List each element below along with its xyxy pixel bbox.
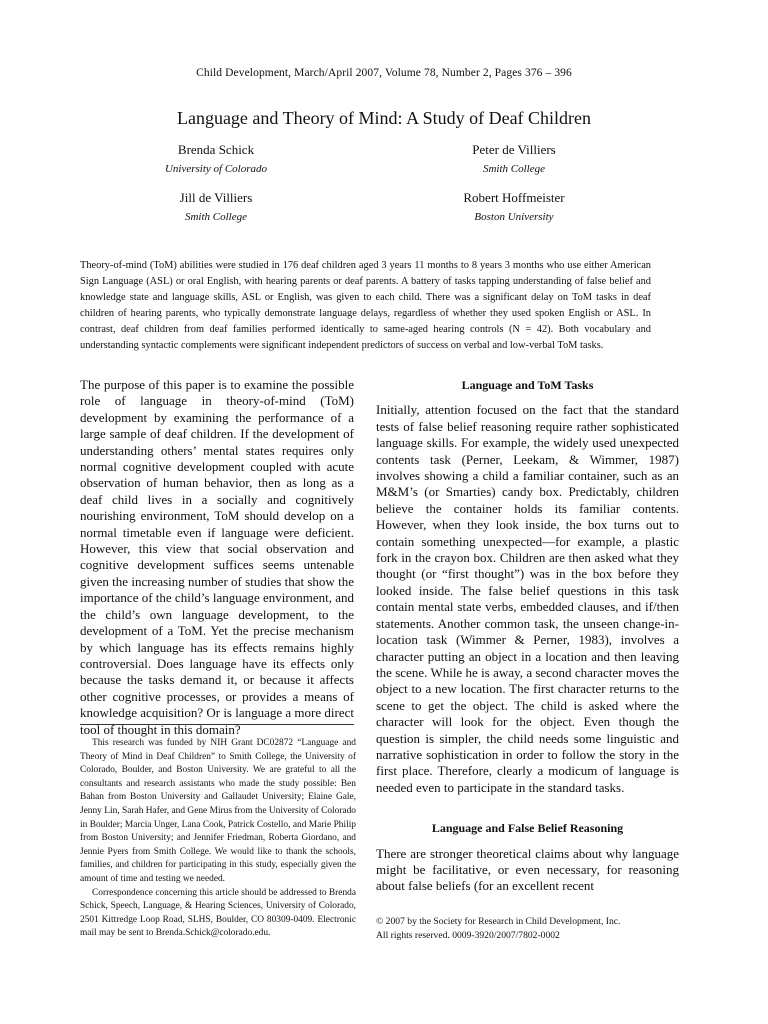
author-name: Peter de Villiers xyxy=(472,142,556,157)
abstract: Theory-of-mind (ToM) abilities were studied in 176 deaf children aged 3 years 11 months to 8 years 3 months who use either American Sign Language (ASL) or oral English, with hearing parents or deaf parents. A battery of tasks tapping understanding of false belief and knowledge state and language skills, ASL or English, was given to each child. There was a significant delay on ToM tasks in deaf children of hearing parents, who typically demonstrate language delays, regardless of whether they used spoken English or ASL. In contrast, deaf children from deaf families performed identically to same-aged hearing controls (N = 42). Both vocabulary and understanding syntactic complements were significant independent predictors of success on verbal and low-verbal ToM tasks. xyxy=(80,260,651,351)
copyright-notice xyxy=(376,915,679,943)
copyright-line: All rights reserved. 0009-3920/2007/7802-0002 xyxy=(376,930,560,941)
article-title: Language and Theory of Mind: A Study of Deaf Children xyxy=(176,108,592,128)
footnote xyxy=(80,737,356,941)
funding-note: This research was funded by NIH Grant DC02872 “Language and Theory of Mind in Deaf Children” to Smith College, the University of Colorado, Boulder, and Boston University. We are grateful to all the consultants and research assistants who made the study possible: Ben Bahan from Boston University and Gallaudet University; Elaine Gale, Jenny Lin, Sarah Hafer, and Gene Mirus from the University of Colorado in Boulder; Marcia Unger, Lana Cook, Patrick Costello, and Marie Philip from Boston University; and Jennifer Friedman, Roberta Giordano, and Jennie Pyers from Smith College. We would like to thank the schools, families, and children for participating in this study, especially given the amount of time and testing we needed. xyxy=(80,738,356,884)
footnote-divider xyxy=(80,724,354,725)
section-heading: Language and ToM Tasks xyxy=(461,378,594,392)
author-affiliation: University of Colorado xyxy=(164,163,268,175)
author-affiliation: Smith College xyxy=(482,163,546,175)
author-affiliation: Smith College xyxy=(184,211,248,223)
author-name: Jill de Villiers xyxy=(179,190,253,205)
section-heading: Language and False Belief Reasoning xyxy=(431,821,624,836)
author-block xyxy=(394,142,634,175)
author-block xyxy=(96,190,336,223)
author-block xyxy=(96,142,336,175)
section-paragraph: There are stronger theoretical claims about why language might be facilitative, or even necessary, for reasoning about false beliefs (for an excellent recent xyxy=(376,845,679,894)
author-name: Robert Hoffmeister xyxy=(463,190,565,205)
journal-citation: Child Development, March/April 2007, Volume 78, Number 2, Pages 376 – 396 xyxy=(196,67,572,79)
author-block xyxy=(394,190,634,223)
author-affiliation: Boston University xyxy=(474,211,554,223)
correspondence-note: Correspondence concerning this article should be addressed to Brenda Schick, Speech, Language, & Hearing Sciences, University of Colorado, 2501 Kittredge Loop Road, SLHS, Boulder, CO 80309-0409. Electronic mail may be sent to Brenda.Schick@colorado.edu. xyxy=(80,887,356,939)
copyright-line: © 2007 by the Society for Research in Child Development, Inc. xyxy=(376,916,621,927)
section-paragraph: Initially, attention focused on the fact that the standard tests of false belief reasoning require rather sophisticated language skills. For example, the widely used unexpected contents task (Perner, Leekam, & Wimmer, 1987) involves showing a child a familiar container, such as an M&M’s (or Smarties) candy box. Predictably, children believe the container holds its familiar contents. However, when they look inside, the box turns out to contain something unexpected—for example, a plastic fork in the crayon box. Children are then asked what they thought (or “first thought”) was in the box before they looked inside. The false belief questions in this task contain mental state verbs, embedded clauses, and if/then statements. Another common task, the unseen change-in-location task (Wimmer & Perner, 1983), involves a character putting an object in a location and then leaving the scene. While he is away, a second character moves the object to a new location. The first character returns to the scene to get the object. The child is asked where the character will look for the object. Even though the question is simpler, the child needs some linguistic and narrative sophistication in order to follow the story in the first place. Therefore, clearly a modicum of language is needed even to participate in the standard tasks. xyxy=(376,402,679,795)
right-column xyxy=(376,377,679,895)
intro-paragraph: The purpose of this paper is to examine the possible role of language in theory-of-mind (ToM) development by examining the performance of a large sample of deaf children. If the development of understanding others’ mental states requires only normal cognitive development coupled with acute observation of human behavior, then as long as a deaf child lives in a socially and cognitively nourishing environment, ToM should develop on a normal timetable even if language were deficient. However, this view that social observation and cognitive development suffices seems untenable given the increasing number of studies that show the importance of the child’s language environment, and the child’s own language development, to the development of a ToM. Yet the precise mechanism by which language has its effects remains highly controversial. Does language have its effects only because the tasks demand it, or because it affects other cognitive processes, or provides a means of knowledge acquisition? Or is language a more direct tool of thought in this domain? xyxy=(80,377,354,737)
left-column xyxy=(80,377,354,738)
author-name: Brenda Schick xyxy=(177,142,255,157)
